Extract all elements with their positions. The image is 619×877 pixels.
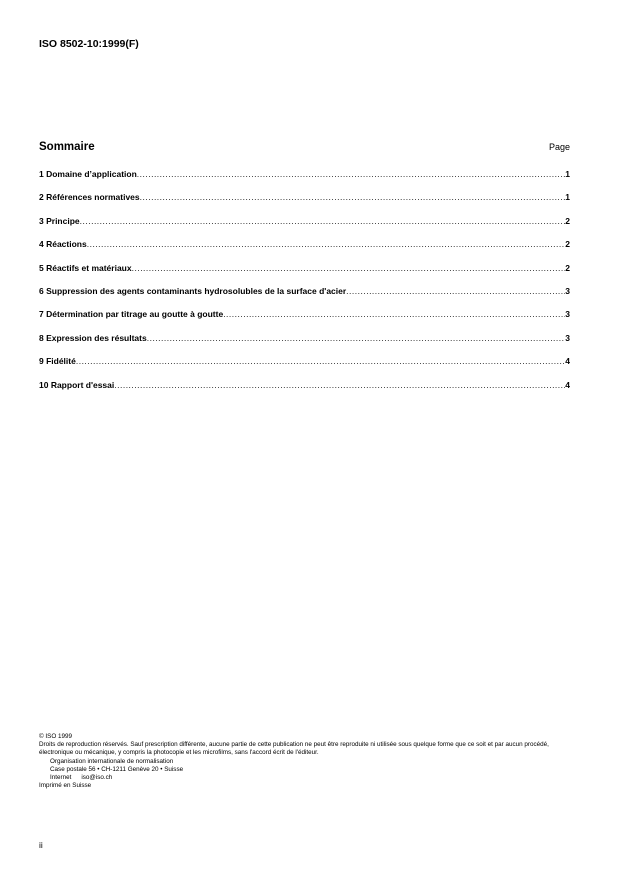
toc-entry-page: 3 (565, 332, 570, 343)
toc-leader-dots (80, 216, 566, 226)
toc-entry-page: 4 (565, 356, 570, 367)
page-number: ii (39, 840, 43, 850)
toc-leader-dots (223, 309, 565, 319)
toc-entry-page: 1 (565, 192, 570, 203)
document-code: ISO 8502-10:1999(F) (39, 38, 139, 50)
toc-entry[interactable] (39, 169, 570, 192)
toc-leader-dots (132, 263, 566, 273)
toc-entry-page: 2 (565, 239, 570, 250)
internet-label: Internet (50, 774, 72, 782)
toc-entry-label: 7 Détermination par titrage au goutte à goutte (39, 309, 224, 320)
toc-entry-label: 6 Suppression des agents contaminants hydrosolubles de la surface d'acier (39, 285, 347, 296)
toc-leader-dots (114, 380, 565, 390)
toc-entry[interactable] (39, 263, 570, 286)
toc-entry-page: 4 (565, 379, 570, 390)
toc-leader-dots (140, 192, 566, 202)
toc-entry-label: 10 Rapport d'essai (39, 379, 115, 390)
toc-entry[interactable] (39, 192, 570, 215)
printed-in: Imprimé en Suisse (39, 782, 92, 790)
toc-leader-dots (137, 169, 565, 179)
toc-entry-label: 5 Réactifs et matériaux (39, 262, 132, 273)
internet-contact (39, 774, 579, 782)
toc-leader-dots (346, 286, 565, 296)
toc-entry-page: 2 (565, 262, 570, 273)
toc-entry-page: 3 (565, 285, 570, 296)
toc-entry-page: 2 (565, 215, 570, 226)
toc-entry[interactable] (39, 333, 570, 356)
toc-leader-dots (87, 239, 566, 249)
toc-title: Sommaire (39, 141, 95, 153)
toc-entry-label: 9 Fidélité (39, 356, 76, 367)
table-of-contents (39, 169, 570, 403)
toc-leader-dots (76, 356, 565, 366)
toc-entry-page: 1 (565, 169, 570, 179)
copyright-block (39, 733, 579, 790)
toc-entry[interactable] (39, 239, 570, 262)
toc-entry[interactable] (39, 216, 570, 239)
postal-address: Case postale 56 • CH-1211 Genève 20 • Suisse (50, 765, 184, 773)
toc-entry[interactable] (39, 309, 570, 332)
toc-entry[interactable] (39, 356, 570, 379)
toc-entry[interactable] (39, 380, 570, 403)
toc-entry-page: 3 (565, 309, 570, 320)
toc-entry-label: 3 Principe (39, 215, 80, 226)
internet-email: iso@iso.ch (81, 774, 113, 782)
toc-page-column-label: Page (548, 142, 570, 152)
rights-notice: Droits de reproduction réservés. Sauf prescription différente, aucune partie de cette publication ne peut être reproduite ni utilisée sous quelque forme que ce soit et par aucun procédé, électronique ou mécanique, y compris la photocopie et les microfilms, sans l'accord écrit de l'éditeur. (39, 741, 549, 757)
copyright-line: © ISO 1999 (39, 733, 72, 740)
toc-entry-label: 4 Réactions (39, 239, 87, 250)
toc-leader-dots (147, 333, 566, 343)
toc-entry[interactable] (39, 286, 570, 309)
toc-entry-label: 8 Expression des résultats (39, 332, 147, 343)
organisation-name: Organisation internationale de normalisation (50, 757, 174, 765)
toc-entry-label: 2 Références normatives (39, 192, 140, 203)
toc-entry-label: 1 Domaine d’application (39, 169, 137, 179)
